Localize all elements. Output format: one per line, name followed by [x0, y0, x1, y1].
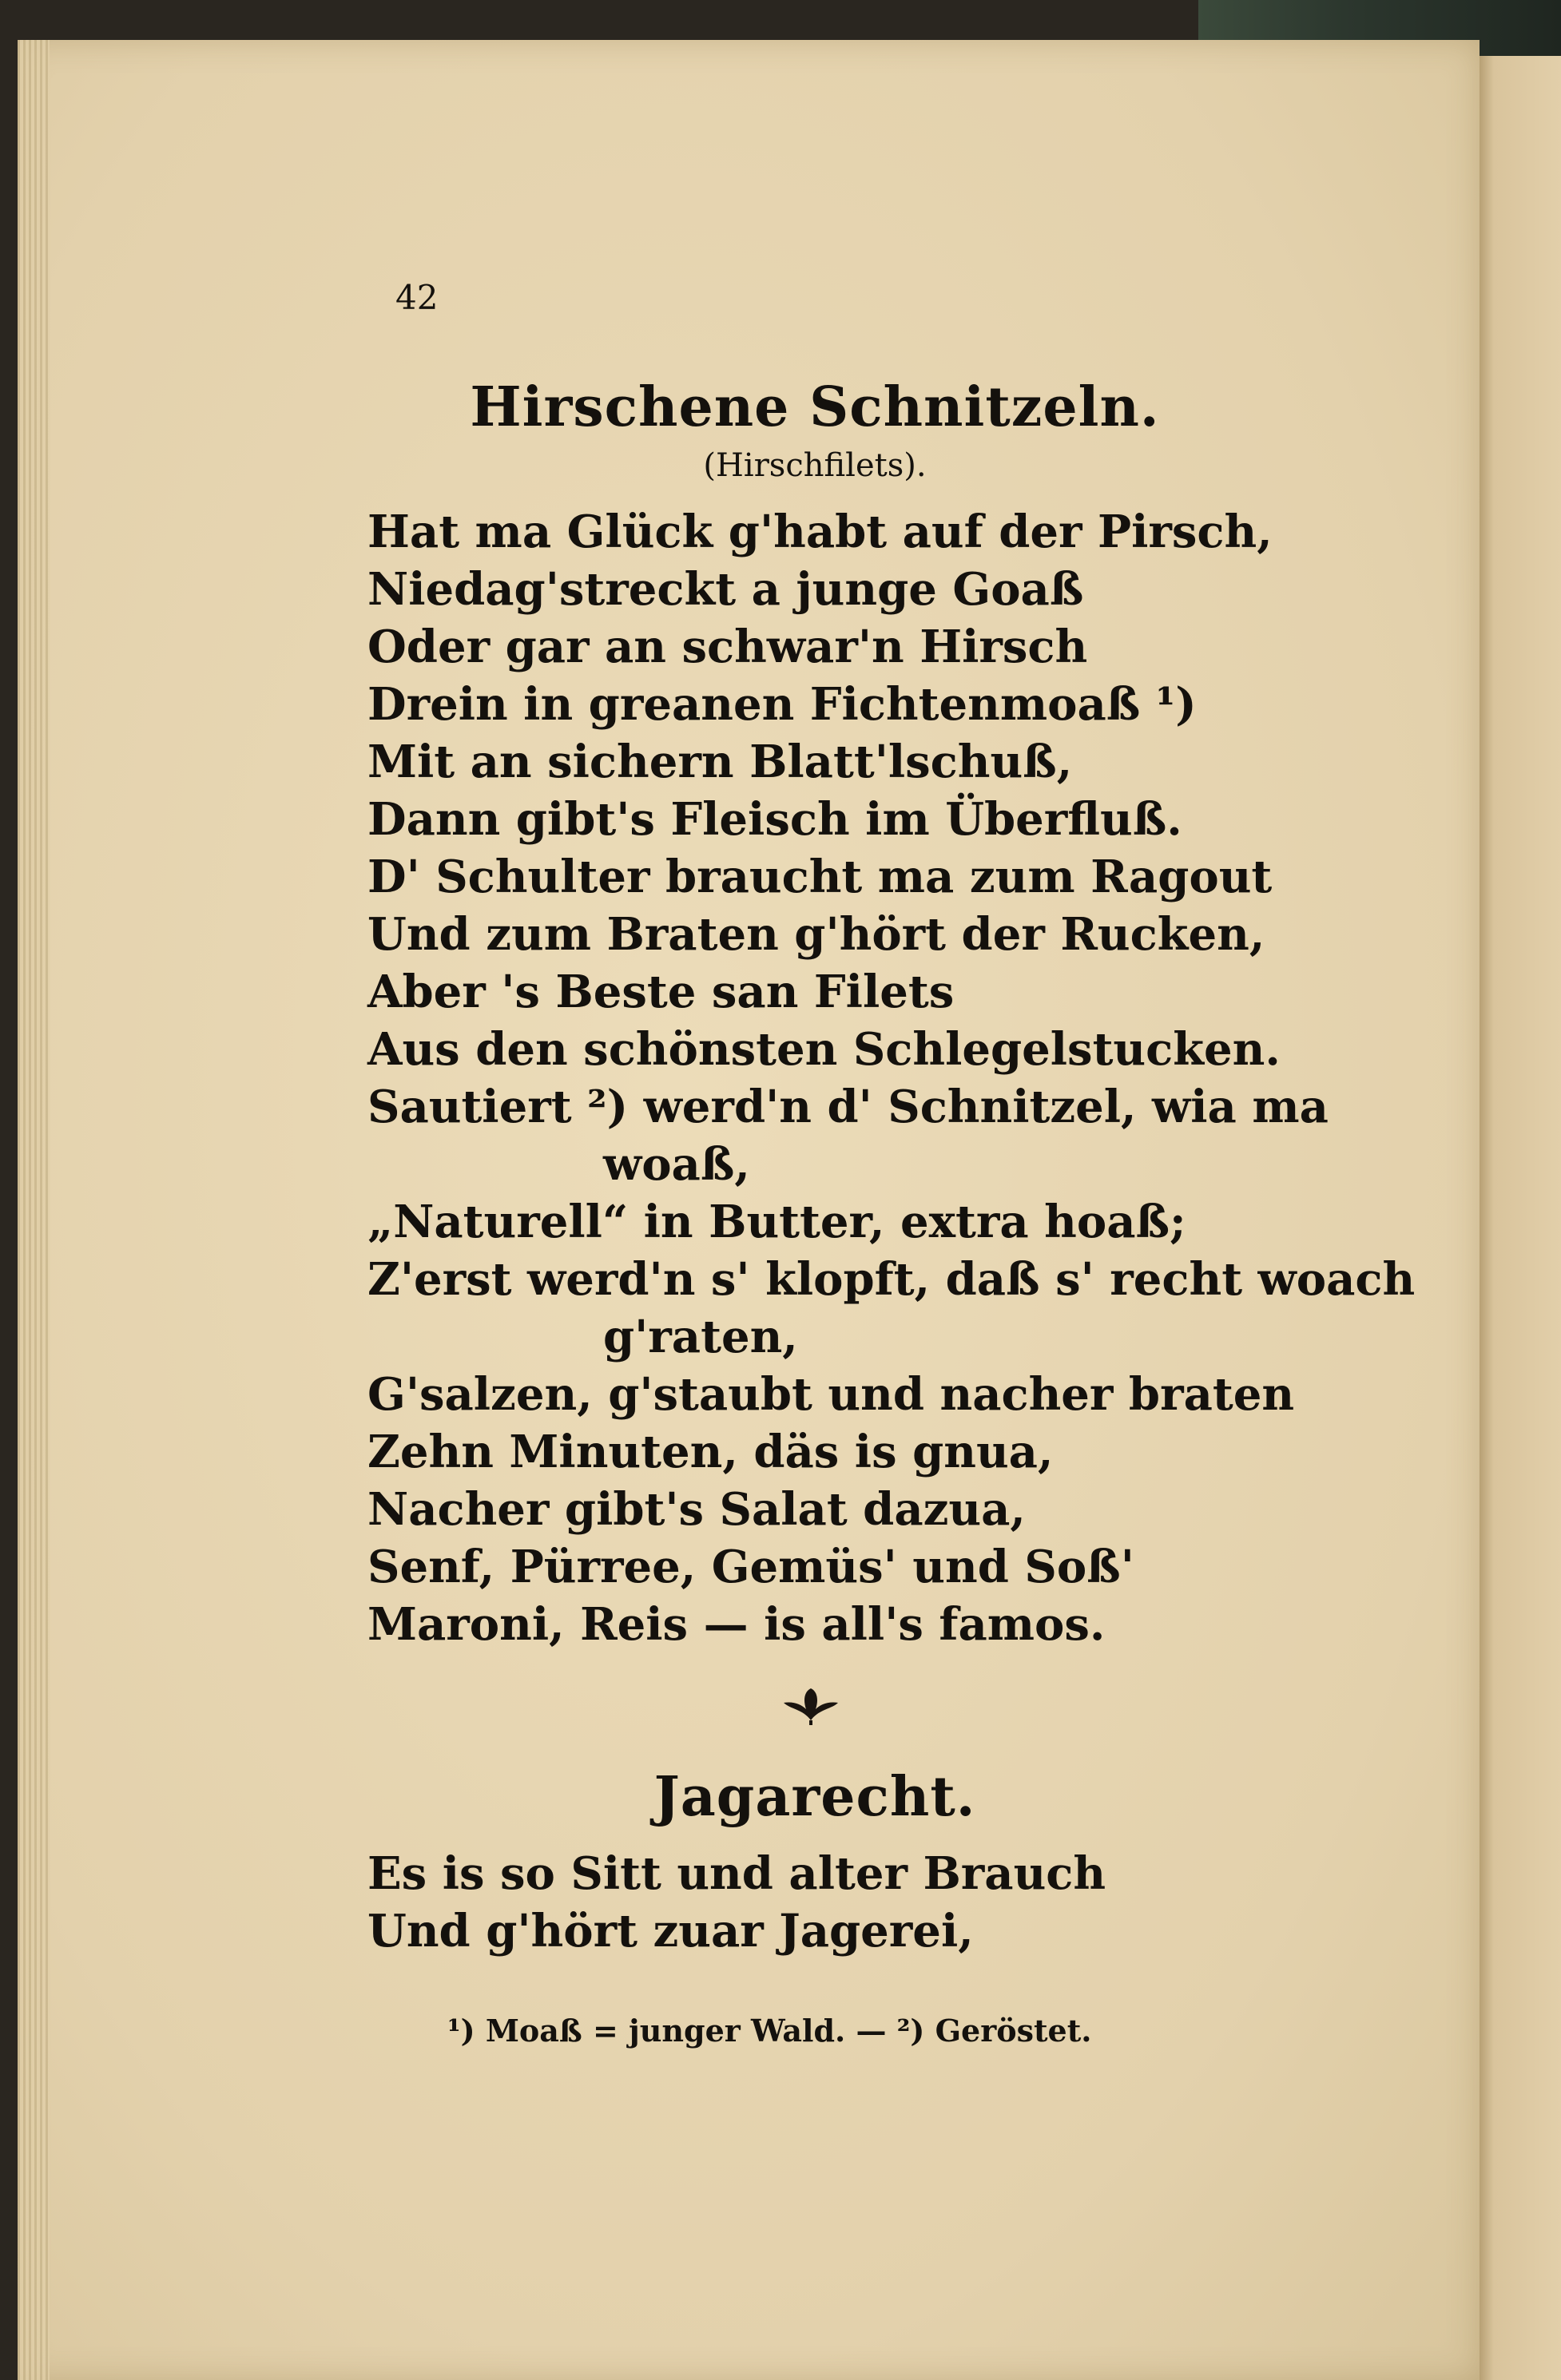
poem-verse — [367, 1845, 1326, 1960]
verse-line: Oder gar an schwar'n Hirsch — [367, 621, 1088, 673]
fleuron-icon — [779, 1685, 843, 1725]
poem-subtitle: (Hirschfilets). — [703, 447, 927, 484]
verse-line: „Naturell“ in Butter, extra hoaß; — [367, 1196, 1186, 1248]
verse-line: Hat ma Glück g'habt auf der Pirsch, — [367, 506, 1273, 558]
verse-line: Nacher gibt's Salat dazua, — [367, 1483, 1026, 1536]
footnote: ¹) Moaß = junger Wald. — ²) Geröstet. — [447, 2013, 1092, 2049]
verse-line: G'salzen, g'staubt und nacher braten — [367, 1368, 1295, 1421]
verse-line: Niedag'streckt a junge Goaß — [367, 563, 1084, 616]
verse-line: Zehn Minuten, däs is gnua, — [367, 1426, 1054, 1478]
facing-page-edge — [1480, 56, 1561, 2380]
verse-line: Dann gibt's Fleisch im Überfluß. — [367, 793, 1182, 846]
verse-line: Sautiert ²) werd'n d' Schnitzel, wia ma — [367, 1081, 1329, 1133]
verse-line: Und zum Braten g'hört der Rucken, — [367, 908, 1265, 961]
verse-line: Drein in greanen Fichtenmoaß ¹) — [367, 678, 1197, 731]
page-number: 42 — [395, 278, 439, 317]
verse-line: Es is so Sitt und alter Brauch — [367, 1847, 1106, 1900]
verse-line: D' Schulter braucht ma zum Ragout — [367, 851, 1273, 903]
poem-verse — [367, 503, 1416, 1653]
verse-line-continuation: g'raten, — [603, 1311, 798, 1363]
poem-title: Hirschene Schnitzeln. — [470, 375, 1160, 439]
poem-title: Jagarecht. — [653, 1765, 976, 1829]
verse-line: Aber 's Beste san Filets — [367, 966, 955, 1018]
verse-line: Mit an sichern Blatt'lschuß, — [367, 736, 1073, 788]
verse-line: Und g'hört zuar Jagerei, — [367, 1905, 974, 1958]
verse-line-continuation: woaß, — [603, 1138, 750, 1191]
verse-line: Z'erst werd'n s' klopft, daß s' recht woach — [367, 1253, 1416, 1306]
verse-line: Aus den schönsten Schlegelstucken. — [367, 1023, 1281, 1076]
verse-line: Maroni, Reis — is all's famos. — [367, 1598, 1106, 1651]
page-stack-edge — [18, 40, 50, 2380]
verse-line: Senf, Pürree, Gemüs' und Soß' — [367, 1541, 1134, 1593]
